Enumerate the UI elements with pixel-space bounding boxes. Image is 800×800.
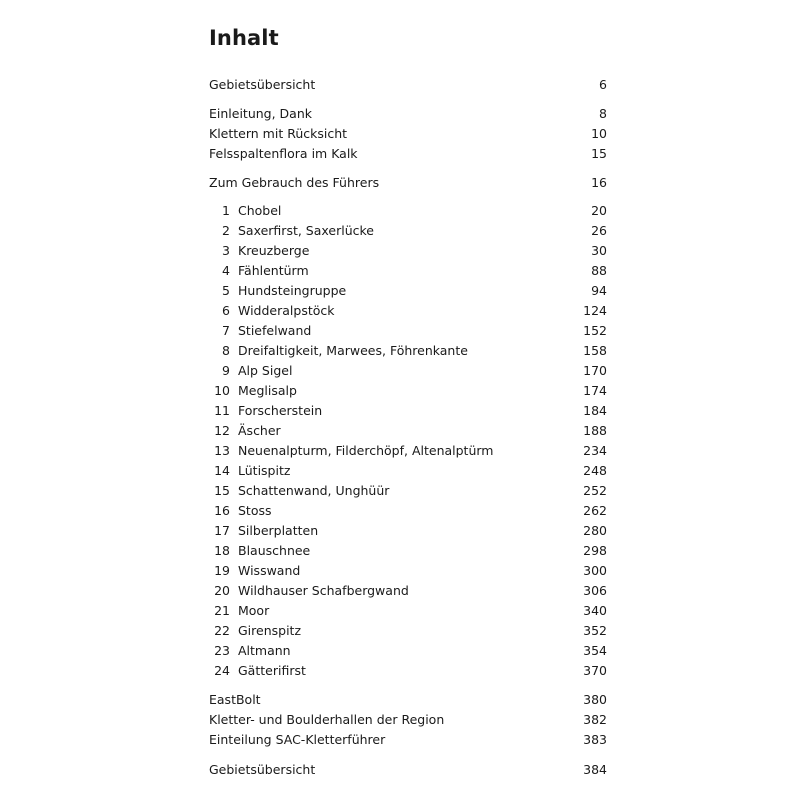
toc-area-entry: [209, 282, 607, 300]
toc-entry-label: Einleitung, Dank: [209, 106, 313, 121]
toc-entry-page: 152: [583, 323, 607, 338]
toc-entry-page: 370: [583, 663, 607, 678]
toc-area-entry: [209, 262, 607, 280]
toc-entry-page: 248: [583, 463, 607, 478]
toc-entry-label: Hundsteingruppe: [238, 283, 347, 298]
toc-entry: [209, 731, 607, 749]
toc-area-entry: [209, 622, 607, 640]
toc-entry-page: 252: [583, 483, 607, 498]
toc-entry-number: 9: [222, 363, 230, 378]
toc-entry-page: 234: [583, 443, 607, 458]
toc-entry-page: 384: [583, 762, 607, 777]
toc-entry-page: 306: [583, 583, 607, 598]
toc-entry: [209, 711, 607, 729]
toc-entry-label: Moor: [238, 603, 270, 618]
toc-entry-page: 15: [591, 146, 607, 161]
toc-area-entry: [209, 562, 607, 580]
toc-entry: [209, 76, 607, 94]
toc-entry-number: 18: [214, 543, 230, 558]
toc-area-entry: [209, 542, 607, 560]
toc-entry-label: Gätterifirst: [238, 663, 306, 678]
toc-entry-number: 20: [214, 583, 230, 598]
toc-area-entry: [209, 382, 607, 400]
toc-entry-label: Schattenwand, Unghüür: [238, 483, 390, 498]
toc-entry-number: 10: [214, 383, 230, 398]
toc-entry-number: 3: [222, 243, 230, 258]
toc-entry-page: 170: [583, 363, 607, 378]
toc-entry-label: EastBolt: [209, 692, 261, 707]
toc-entry-page: 262: [583, 503, 607, 518]
toc-area-entry: [209, 322, 607, 340]
toc-entry-number: 1: [222, 203, 230, 218]
toc-entry-page: 298: [583, 543, 607, 558]
toc-entry-label: Chobel: [238, 203, 282, 218]
toc-entry-label: Saxerfirst, Saxerlücke: [238, 223, 374, 238]
toc-area-entry: [209, 342, 607, 360]
toc-entry-number: 2: [222, 223, 230, 238]
toc-entry-page: 20: [591, 203, 607, 218]
toc-area-entry: [209, 662, 607, 680]
toc-entry-label: Silberplatten: [238, 523, 319, 538]
toc-entry-page: 88: [591, 263, 607, 278]
toc-entry-number: 11: [214, 403, 230, 418]
toc-entry-number: 14: [214, 463, 230, 478]
toc-entry-number: 7: [222, 323, 230, 338]
toc-entry-label: Alp Sigel: [238, 363, 293, 378]
toc-entry-page: 30: [591, 243, 607, 258]
toc-entry-label: Dreifaltigkeit, Marwees, Föhrenkante: [238, 343, 468, 358]
toc-entry-page: 10: [591, 126, 607, 141]
toc-entry-page: 174: [583, 383, 607, 398]
toc-entry-page: 158: [583, 343, 607, 358]
toc-area-entry: [209, 462, 607, 480]
toc-entry: [209, 174, 607, 192]
toc-entry-number: 22: [214, 623, 230, 638]
toc-entry: [209, 761, 607, 779]
toc-entry-label: Kletter- und Boulderhallen der Region: [209, 712, 445, 727]
toc-entry-number: 12: [214, 423, 230, 438]
toc-area-entry: [209, 302, 607, 320]
toc-entry-number: 15: [214, 483, 230, 498]
toc-entry-label: Gebietsübersicht: [209, 762, 316, 777]
toc-area-entry: [209, 442, 607, 460]
toc-entry-label: Klettern mit Rücksicht: [209, 126, 348, 141]
toc-entry-page: 352: [583, 623, 607, 638]
toc-entry-label: Gebietsübersicht: [209, 77, 316, 92]
toc-entry: [209, 105, 607, 123]
toc-entry-page: 354: [583, 643, 607, 658]
toc-area-entry: [209, 522, 607, 540]
toc-entry-page: 280: [583, 523, 607, 538]
toc-entry-page: 94: [591, 283, 607, 298]
toc-area-entry: [209, 422, 607, 440]
toc-entry-number: 4: [222, 263, 230, 278]
toc-area-entry: [209, 582, 607, 600]
toc-entry-label: Wisswand: [238, 563, 301, 578]
toc-entry-page: 382: [583, 712, 607, 727]
toc-entry-page: 380: [583, 692, 607, 707]
toc-entry-page: 8: [599, 106, 607, 121]
toc-entry-label: Felsspaltenflora im Kalk: [209, 146, 358, 161]
toc-area-entry: [209, 602, 607, 620]
toc-entry-label: Lütispitz: [238, 463, 291, 478]
toc-entry-label: Blauschnee: [238, 543, 311, 558]
toc-entry: [209, 691, 607, 709]
toc-entry-label: Widderalpstöck: [238, 303, 335, 318]
toc-entry-page: 383: [583, 732, 607, 747]
toc-entry-label: Einteilung SAC-Kletterführer: [209, 732, 386, 747]
toc-entry-number: 23: [214, 643, 230, 658]
toc-entry-page: 6: [599, 77, 607, 92]
toc-area-entry: [209, 362, 607, 380]
toc-area-entry: [209, 242, 607, 260]
toc-entry-page: 188: [583, 423, 607, 438]
toc-entry-number: 17: [214, 523, 230, 538]
toc-entry-number: 6: [222, 303, 230, 318]
toc-entry-page: 16: [591, 175, 607, 190]
toc-entry-number: 13: [214, 443, 230, 458]
toc-entry-page: 184: [583, 403, 607, 418]
toc-entry-label: Stiefelwand: [238, 323, 312, 338]
toc-area-entry: [209, 402, 607, 420]
toc-entry-page: 26: [591, 223, 607, 238]
toc-entry-label: Girenspitz: [238, 623, 302, 638]
toc-entry-page: 340: [583, 603, 607, 618]
toc-entry-number: 19: [214, 563, 230, 578]
toc-entry-label: Neuenalpturm, Filderchöpf, Altenalptürm: [238, 443, 494, 458]
toc-entry-label: Zum Gebrauch des Führers: [209, 175, 380, 190]
toc-entry-label: Kreuzberge: [238, 243, 310, 258]
toc-entry-number: 24: [214, 663, 230, 678]
toc-entry-label: Forscherstein: [238, 403, 323, 418]
toc-area-entry: [209, 502, 607, 520]
toc-entry-number: 21: [214, 603, 230, 618]
toc-entry-number: 16: [214, 503, 230, 518]
toc-entry-label: Fählentürm: [238, 263, 309, 278]
toc-entry-page: 124: [583, 303, 607, 318]
toc-entry-number: 8: [222, 343, 230, 358]
toc-area-entry: [209, 222, 607, 240]
toc-entry: [209, 125, 607, 143]
toc-entry-label: Äscher: [238, 423, 281, 438]
toc-entry: [209, 145, 607, 163]
toc-entry-number: 5: [222, 283, 230, 298]
toc-entry-page: 300: [583, 563, 607, 578]
page-title: Inhalt: [209, 26, 279, 50]
toc-entry-label: Meglisalp: [238, 383, 297, 398]
toc-entry-label: Wildhauser Schafbergwand: [238, 583, 409, 598]
toc-area-entry: [209, 482, 607, 500]
toc-area-entry: [209, 642, 607, 660]
toc-entry-label: Stoss: [238, 503, 272, 518]
toc-area-entry: [209, 202, 607, 220]
toc-entry-label: Altmann: [238, 643, 291, 658]
